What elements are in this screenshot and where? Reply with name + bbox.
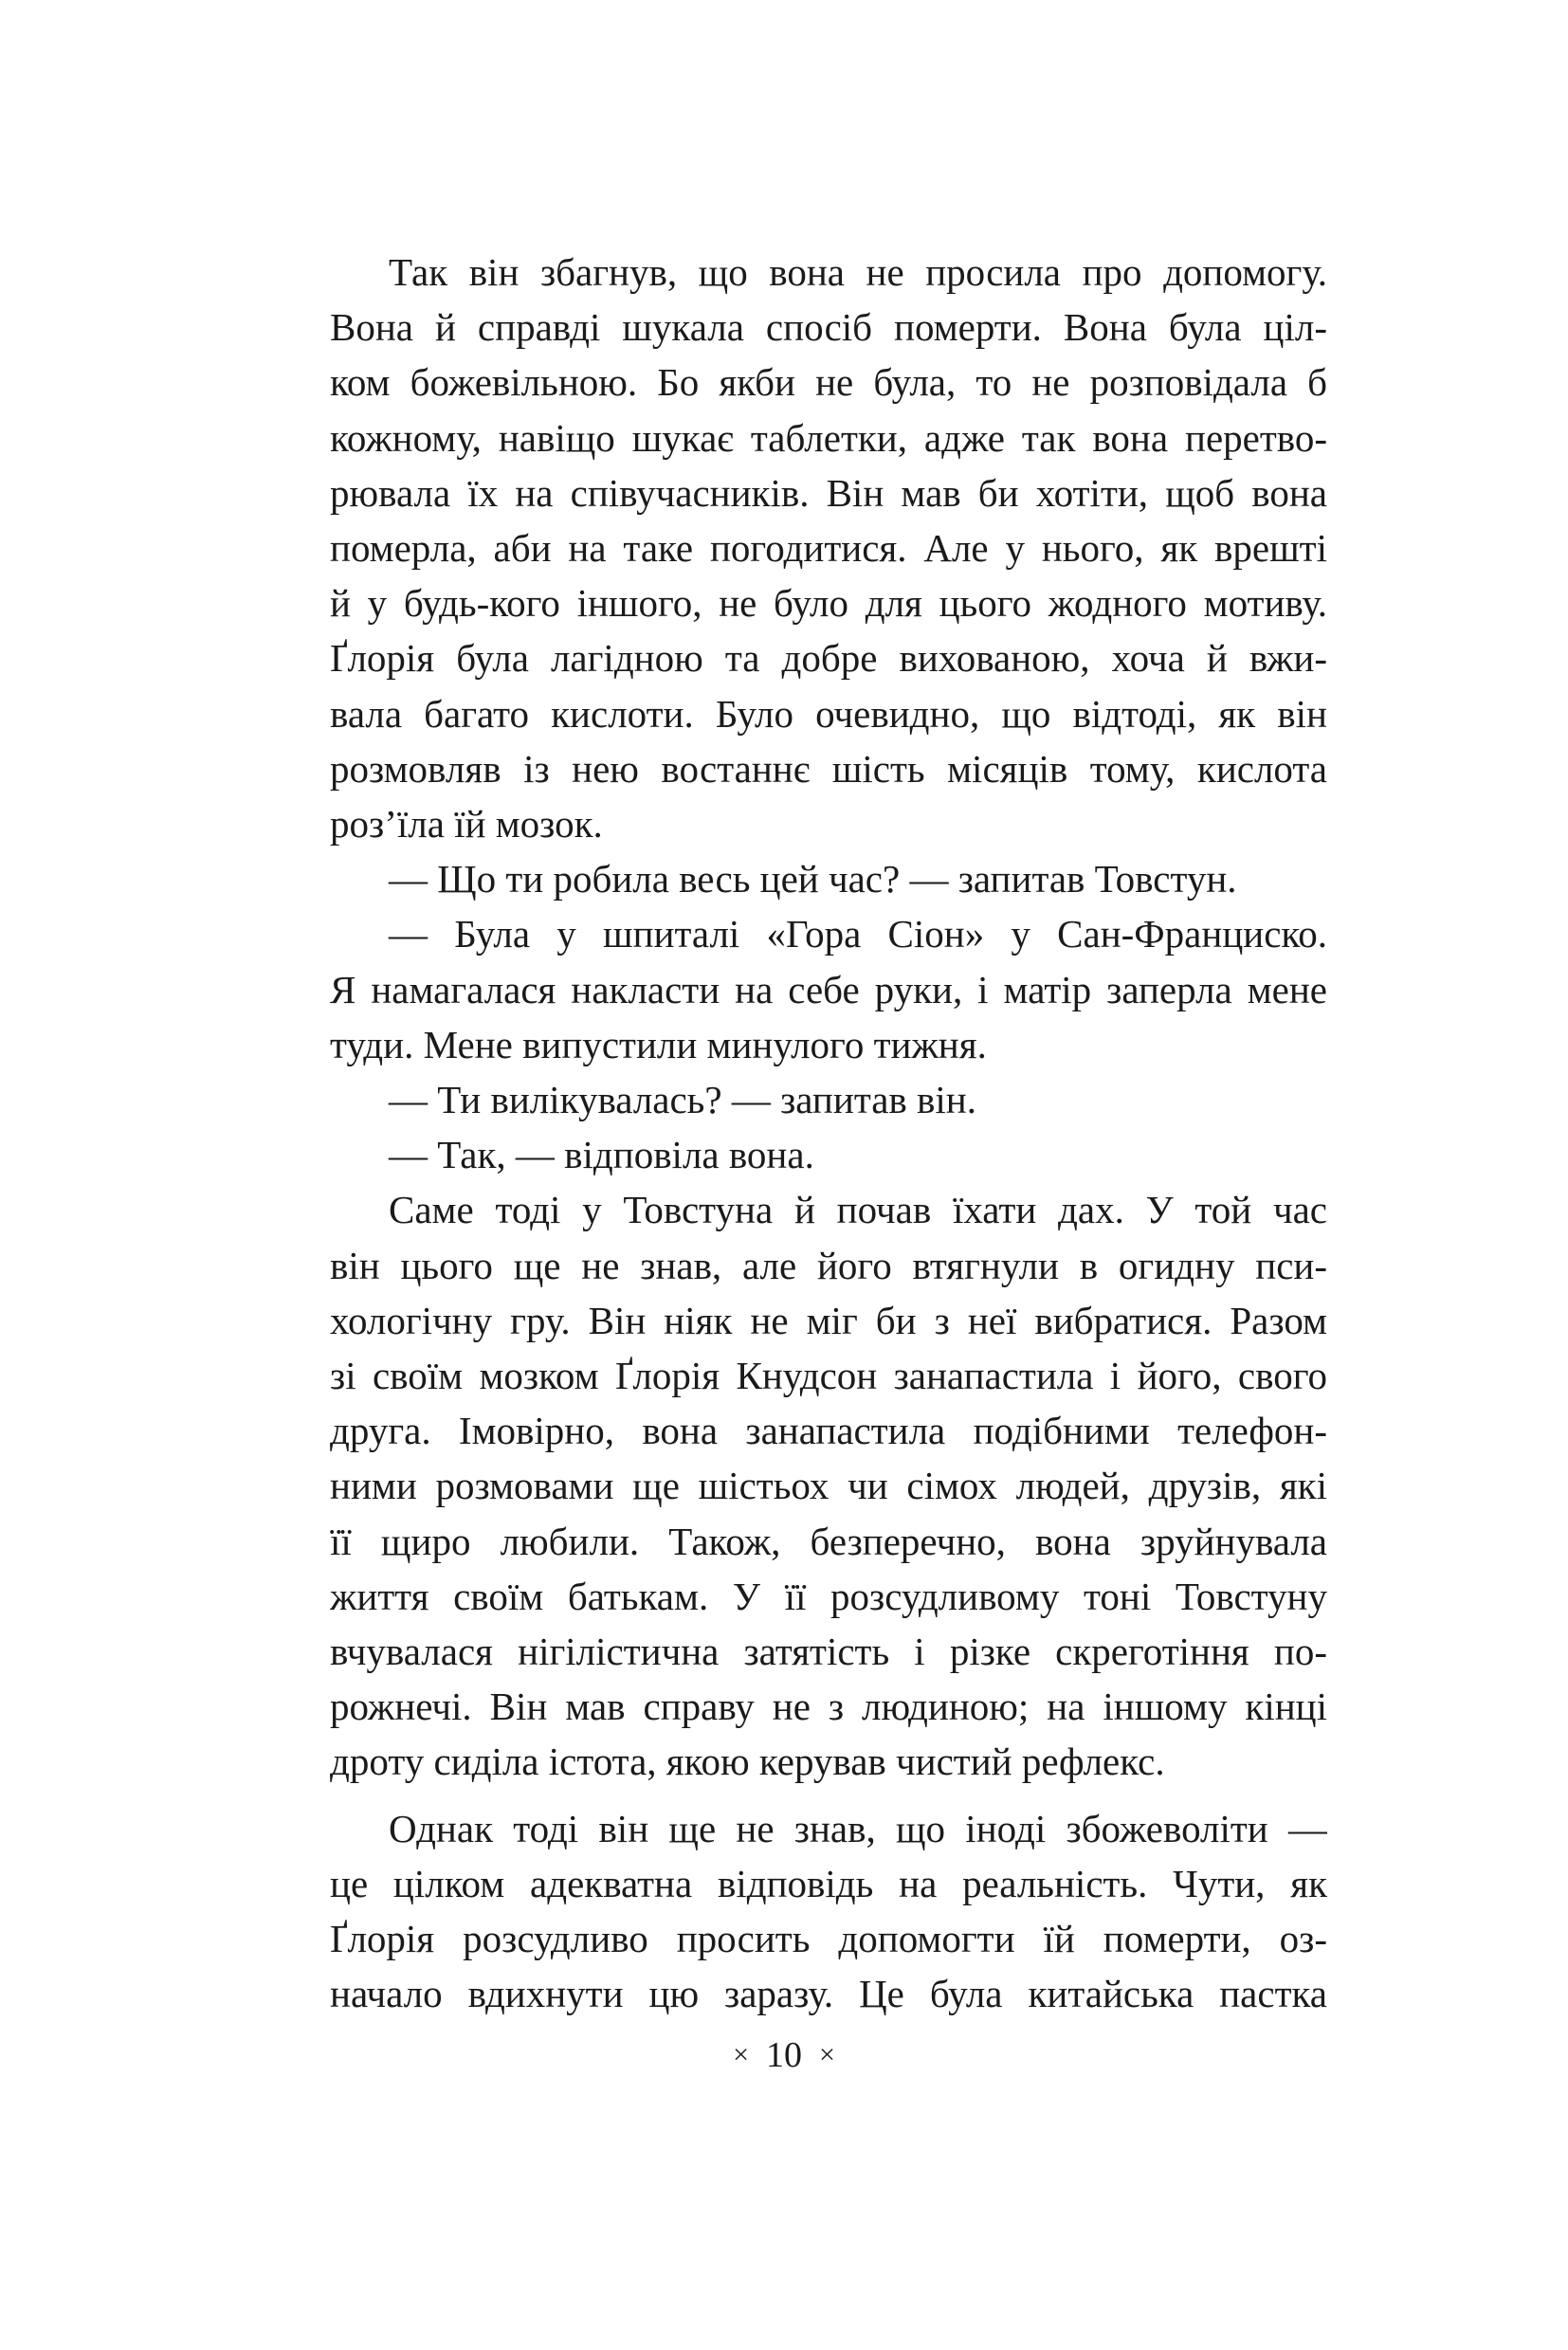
text-line: друга. Імовірно, вона занапастила подібними телефон- (330, 1409, 1327, 1453)
text-line: туди. Мене випустили минулого тижня. (330, 1022, 987, 1066)
text-line: Я намагалася накласти на себе руки, і матір заперла мене (330, 967, 1327, 1011)
text-line: — Була у шпиталі «Гора Сіон» у Сан-Франциско. (389, 912, 1327, 956)
text-line: вала багато кислоти. Було очевидно, що відтоді, як він (330, 691, 1327, 736)
text-line: — Так, — відповіла вона. (389, 1133, 814, 1177)
text-line: — Ти вилікувалась? — запитав він. (389, 1078, 976, 1122)
dialogue-paragraph (330, 906, 1327, 1072)
text-line: Ґлорія розсудливо просить допомогти їй померти, оз- (330, 1917, 1327, 1961)
text-line: роз’їла їй мозок. (330, 802, 603, 847)
page-number: 10 (766, 2035, 802, 2075)
text-line: Саме тоді у Товстуна й почав їхати дах. У той час (389, 1188, 1327, 1232)
text-line: рювала їх на співучасників. Він мав би хотіти, щоб вона (330, 470, 1327, 515)
body-text (330, 245, 1327, 2022)
text-line: — Що ти робила весь цей час? — запитав Товстун. (389, 857, 1237, 902)
text-line: ком божевільною. Бо якби не була, то не розповідала б (330, 360, 1327, 405)
text-line: Так він збагнув, що вона не просила про допомогу. (389, 250, 1327, 294)
page-footer (0, 2034, 1568, 2076)
text-line: це цілком адекватна відповідь на реальність. Чути, як (330, 1861, 1327, 1905)
ornament-cross-icon: × (733, 2039, 749, 2070)
dialogue-paragraph (330, 1072, 1327, 1127)
text-line: кожному, навіщо шукає таблетки, адже так вона перетво- (330, 415, 1327, 460)
text-line: померла, аби на таке погодитися. Але у нього, як врешті (330, 526, 1327, 571)
text-line: хологічну гру. Він ніяк не міг би з неї вибратися. Разом (330, 1298, 1327, 1342)
text-line: рожнечі. Він мав справу не з людиною; на іншому кінці (330, 1685, 1327, 1729)
text-line: ними розмовами ще шістьох чи сімох людей, друзів, які (330, 1464, 1327, 1508)
text-line: життя своїм батькам. У її розсудливому тоні Товстуну (330, 1574, 1327, 1618)
paragraph (330, 245, 1327, 851)
text-line: Вона й справді шукала спосіб померти. Вона була ціл- (330, 305, 1327, 350)
text-line: розмовляв із нею востаннє шість місяців тому, кислота (330, 746, 1327, 791)
dialogue-paragraph (330, 1127, 1327, 1182)
text-line: й у будь-кого іншого, не було для цього жодного мотиву. (330, 581, 1327, 626)
text-line: її щиро любили. Також, безперечно, вона зруйнувала (330, 1519, 1327, 1563)
text-line: дроту сиділа істота, якою керував чистий рефлекс. (330, 1740, 1165, 1784)
ornament-cross-icon: × (819, 2039, 835, 2070)
paragraph (330, 1801, 1327, 2022)
dialogue-paragraph (330, 851, 1327, 906)
paragraph-gap (330, 1790, 1327, 1801)
text-line: зі своїм мозком Ґлорія Кнудсон занапастила і його, свого (330, 1354, 1327, 1398)
paragraph (330, 1182, 1327, 1789)
text-line: вчувалася нігілістична затятість і різке скреготіння по- (330, 1630, 1327, 1674)
text-line: Ґлорія була лагідною та добре вихованою, хоча й вжи- (330, 636, 1327, 681)
text-line: начало вдихнути цю заразу. Це була китайська пастка (330, 1972, 1327, 2016)
text-line: він цього ще не знав, але його втягнули в огидну пси- (330, 1243, 1327, 1287)
text-line: Однак тоді він ще не знав, що іноді збожеволіти — (389, 1806, 1327, 1850)
